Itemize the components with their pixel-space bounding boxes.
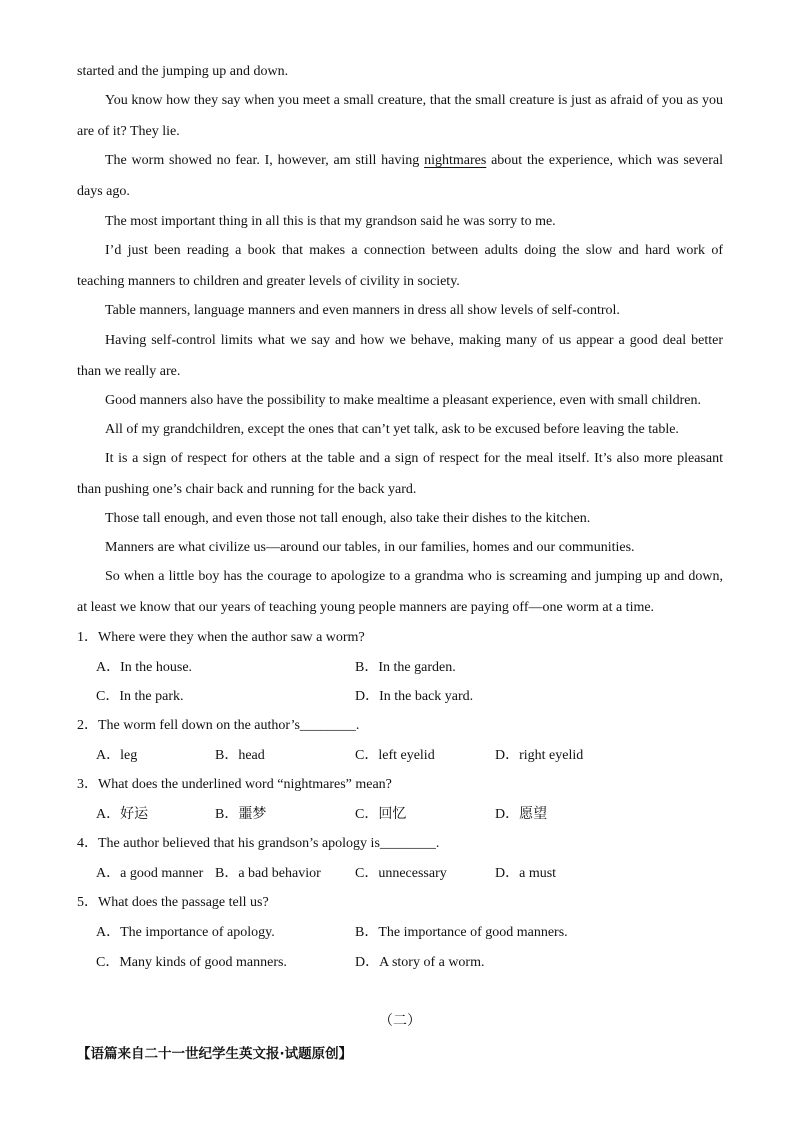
- question-stem: 4．The author believed that his grandson’s apology is________.: [77, 836, 440, 851]
- question-option[interactable]: A．a good manner: [96, 866, 204, 881]
- question-option[interactable]: D．a must: [495, 866, 557, 881]
- question-option[interactable]: C．unnecessary: [355, 866, 447, 881]
- question-option[interactable]: B．a bad behavior: [215, 866, 321, 881]
- passage-paragraph: Table manners, language manners and even manners in dress all show levels of self-control.: [105, 303, 620, 318]
- question-stem: 1．Where were they when the author saw a worm?: [77, 630, 365, 645]
- question-option[interactable]: B．噩梦: [215, 807, 267, 822]
- question-option[interactable]: D．A story of a worm.: [355, 955, 485, 970]
- section-number: （二）: [379, 1014, 421, 1029]
- question-option[interactable]: D．In the back yard.: [355, 689, 474, 704]
- question-option[interactable]: A．In the house.: [96, 660, 193, 675]
- passage-paragraph: I’d just been reading a book that makes a connection between adults doing the slow and hard work of teaching manners to children and greater levels of civility in society.: [77, 243, 723, 289]
- question-stem: 2．The worm fell down on the author’s________.: [77, 718, 360, 733]
- question-option[interactable]: C．left eyelid: [355, 748, 435, 763]
- passage-paragraph: Those tall enough, and even those not tall enough, also take their dishes to the kitchen.: [105, 511, 591, 526]
- question-option[interactable]: B．In the garden.: [355, 660, 456, 675]
- question-option[interactable]: A．leg: [96, 748, 138, 763]
- question-option[interactable]: B．head: [215, 748, 265, 763]
- question-option[interactable]: A．好运: [96, 807, 149, 822]
- question-stem: 3．What does the underlined word “nightmares” mean?: [77, 777, 392, 792]
- question-option[interactable]: C．回忆: [355, 807, 407, 822]
- question-stem: 5．What does the passage tell us?: [77, 895, 269, 910]
- question-option[interactable]: C．Many kinds of good manners.: [96, 955, 287, 970]
- underlined-word: nightmares: [424, 153, 487, 168]
- source-label: 【语篇来自二十一世纪学生英文报·试题原创】: [77, 1046, 353, 1062]
- passage-paragraph: Manners are what civilize us—around our tables, in our families, homes and our communities.: [105, 540, 635, 555]
- passage-paragraph: Good manners also have the possibility to make mealtime a pleasant experience, even with small children.: [105, 393, 701, 408]
- question-option[interactable]: A．The importance of apology.: [96, 925, 275, 940]
- passage-paragraph: Having self-control limits what we say and how we behave, making many of us appear a good deal better than we really are.: [77, 333, 723, 379]
- passage-paragraph: All of my grandchildren, except the ones that can’t yet talk, ask to be excused before leaving the table.: [105, 422, 679, 437]
- question-option[interactable]: D．right eyelid: [495, 748, 584, 763]
- question-option[interactable]: B．The importance of good manners.: [355, 925, 568, 940]
- passage-paragraph: So when a little boy has the courage to apologize to a grandma who is screaming and jumping up and down, at least we know that our years of teaching young people manners are paying off—one worm at a time.: [77, 569, 723, 615]
- passage-paragraph: It is a sign of respect for others at the table and a sign of respect for the meal itself. It’s also more pleasant than pushing one’s chair back and running for the back yard.: [77, 451, 723, 497]
- passage-paragraph: The most important thing in all this is that my grandson said he was sorry to me.: [105, 214, 556, 229]
- question-option[interactable]: C．In the park.: [96, 689, 184, 704]
- question-option[interactable]: D．愿望: [495, 807, 548, 822]
- passage-paragraph: The worm showed no fear. I, however, am still having nightmares about the experience, which was several days ago.: [77, 153, 723, 199]
- passage-paragraph: You know how they say when you meet a small creature, that the small creature is just as afraid of you as you are of it? They lie.: [77, 93, 723, 139]
- passage-line: started and the jumping up and down.: [77, 64, 289, 79]
